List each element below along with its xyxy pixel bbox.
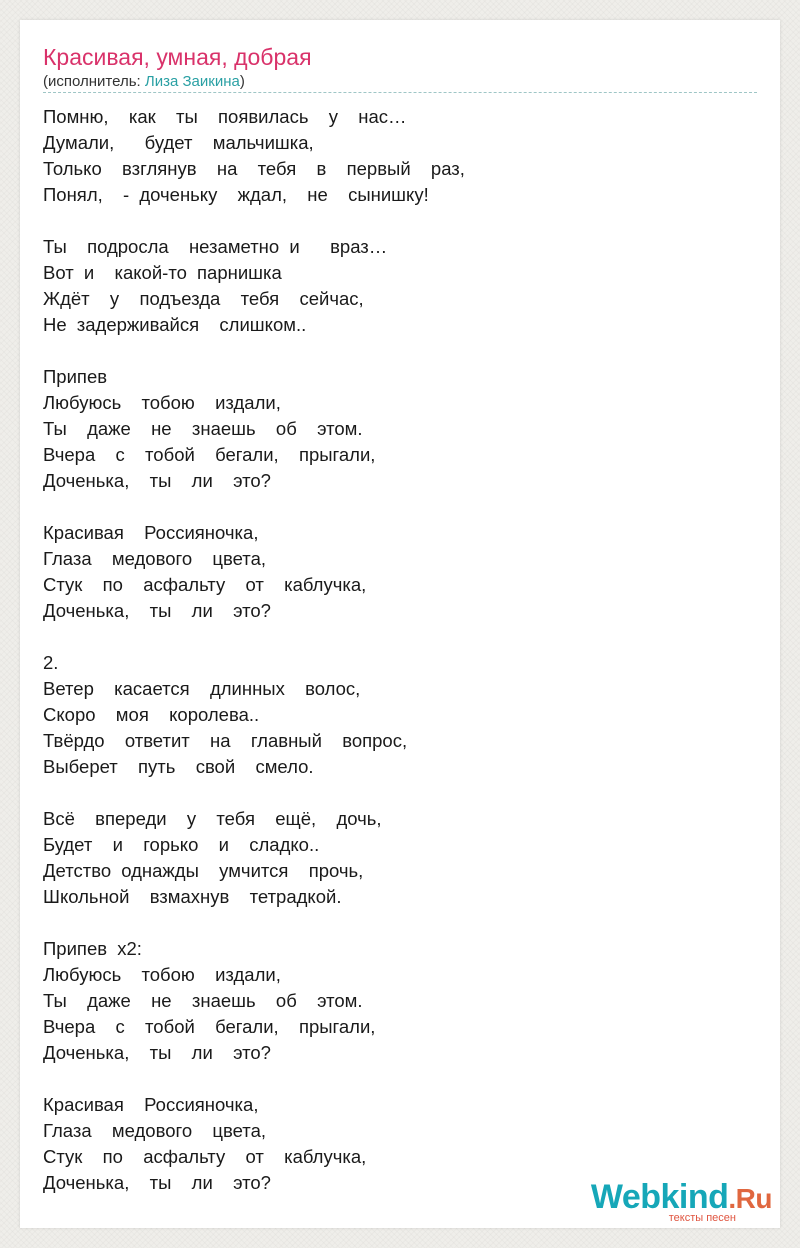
lyric-line: Не задерживайся слишком.. xyxy=(43,314,307,335)
song-title: Красивая, умная, добрая xyxy=(43,44,312,70)
lyric-line: Глаза медового цвета, xyxy=(43,548,266,569)
logo-suffix: .Ru xyxy=(728,1183,772,1214)
stanza-break xyxy=(43,494,757,520)
lyric-line: Ты даже не знаешь об этом. xyxy=(43,990,363,1011)
lyric-line: Стук по асфальту от каблучка, xyxy=(43,1146,367,1167)
lyric-line: 2. xyxy=(43,652,59,673)
lyric-line: Детство однажды умчится прочь, xyxy=(43,860,364,881)
lyric-line: Припев х2: xyxy=(43,938,142,959)
lyric-line: Припев xyxy=(43,366,108,387)
lyrics-text xyxy=(43,104,757,1196)
lyrics-card xyxy=(20,20,780,1228)
lyric-line: Вот и какой-то парнишка xyxy=(43,262,282,283)
lyric-line: Ты даже не знаешь об этом. xyxy=(43,418,363,439)
lyric-line: Твёрдо ответит на главный вопрос, xyxy=(43,730,408,751)
lyric-line: Думали, будет мальчишка, xyxy=(43,132,314,153)
lyric-line: Красивая Россияночка, xyxy=(43,522,259,543)
lyric-line: Понял, - доченьку ждал, не сынишку! xyxy=(43,184,429,205)
stanza-break xyxy=(43,1066,757,1092)
lyric-line: Будет и горько и сладко.. xyxy=(43,834,320,855)
artist-suffix: ) xyxy=(239,73,245,90)
artist-prefix: (исполнитель: xyxy=(43,73,145,90)
logo-tagline: тексты песен xyxy=(668,1212,736,1224)
lyric-line: Школьной взмахнув тетрадкой. xyxy=(43,886,342,907)
lyric-line: Ветер касается длинных волос, xyxy=(43,678,361,699)
lyric-line: Помню, как ты появилась у нас… xyxy=(43,106,407,127)
artist-link[interactable]: Лиза Заикина xyxy=(144,73,240,90)
stanza-break xyxy=(43,910,757,936)
lyric-line: Красивая Россияночка, xyxy=(43,1094,259,1115)
stanza-break xyxy=(43,208,757,234)
lyric-line: Доченька, ты ли это? xyxy=(43,470,271,491)
lyric-line: Доченька, ты ли это? xyxy=(43,1042,271,1063)
stanza-break xyxy=(43,780,757,806)
lyric-line: Только взглянув на тебя в первый раз, xyxy=(43,158,465,179)
lyric-line: Стук по асфальту от каблучка, xyxy=(43,574,367,595)
site-logo[interactable] xyxy=(591,1180,772,1224)
stanza-break xyxy=(43,624,757,650)
lyric-line: Скоро моя королева.. xyxy=(43,704,260,725)
stanza-break xyxy=(43,338,757,364)
lyric-line: Всё впереди у тебя ещё, дочь, xyxy=(43,808,382,829)
lyric-line: Выберет путь свой смело. xyxy=(43,756,314,777)
lyric-line: Вчера с тобой бегали, прыгали, xyxy=(43,444,376,465)
lyric-line: Доченька, ты ли это? xyxy=(43,600,271,621)
artist-line xyxy=(43,72,757,93)
lyric-line: Доченька, ты ли это? xyxy=(43,1172,271,1193)
lyric-line: Любуюсь тобою издали, xyxy=(43,964,281,985)
logo-main-text: Webkind xyxy=(590,1178,729,1216)
logo-wordmark xyxy=(591,1180,772,1216)
lyric-line: Любуюсь тобою издали, xyxy=(43,392,281,413)
lyric-line: Ждёт у подъезда тебя сейчас, xyxy=(43,288,364,309)
lyric-line: Ты подросла незаметно и враз… xyxy=(43,236,388,257)
lyric-line: Глаза медового цвета, xyxy=(43,1120,266,1141)
lyric-line: Вчера с тобой бегали, прыгали, xyxy=(43,1016,376,1037)
